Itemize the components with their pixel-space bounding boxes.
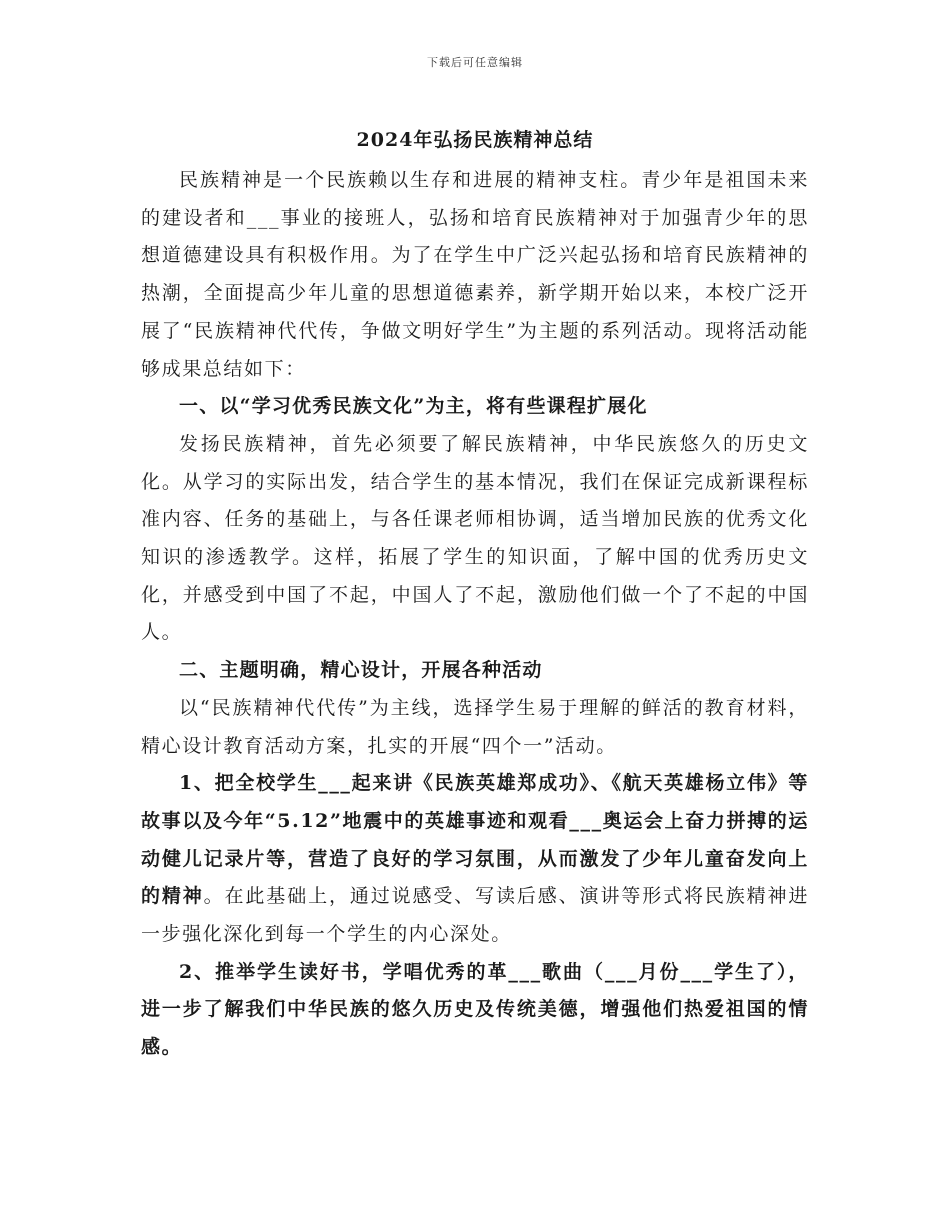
section-1-paragraph: 发扬民族精神，首先必须要了解民族精神，中华民族悠久的历史文化。从学习的实际出发，结合学生的基本情况，我们在保证完成新课程标准内容、任务的基础上，与各任课老师相协调，适当增加民族的优秀文化知识的渗透教学。这样，拓展了学生的知识面，了解中国的优秀历史文化，并感受到中国了不起，中国人了不起，激励他们做一个了不起的中国人。 <box>141 432 809 644</box>
item-1-paragraph <box>141 765 809 954</box>
item-1-bold-text: 1、把全校学生___起来讲《民族英雄郑成功》、《航天英雄杨立伟》等故事以及今年“5.12”地震中的英雄事迹和观看___奥运会上奋力拼搏的运动健儿记录片等，营造了良好的学习氛围，从而激发了少年儿童奋发向上的精神 <box>141 772 809 908</box>
header-note: 下载后可任意编辑 <box>427 56 523 69</box>
section-1-heading: 一、以“学习优秀民族文化”为主，将有些课程扩展化 <box>179 395 648 418</box>
section-2-heading: 二、主题明确，精心设计，开展各种活动 <box>179 659 543 682</box>
intro-paragraph: 民族精神是一个民族赖以生存和进展的精神支柱。青少年是祖国未来的建设者和___事业的接班人，弘扬和培育民族精神对于加强青少年的思想道德建设具有积极作用。为了在学生中广泛兴起弘扬和培育民族精神的热潮，全面提高少年儿童的思想道德素养，新学期开始以来，本校广泛开展了“民族精神代代传，争做文明好学生”为主题的系列活动。现将活动能够成果总结如下： <box>141 169 809 380</box>
section-2-paragraph: 以“民族精神代代传”为主线，选择学生易于理解的鲜活的教育材料，精心设计教育活动方案，扎实的开展“四个一”活动。 <box>141 696 809 757</box>
item-2-paragraph: 2、推举学生读好书，学唱优秀的革___歌曲（___月份___学生了），进一步了解我们中华民族的悠久历史及传统美德，增强他们热爱祖国的情感。 <box>141 960 809 1059</box>
document-body <box>141 118 809 1067</box>
document-title: 2024年弘扬民族精神总结 <box>356 129 594 151</box>
item-1-regular-text: 。在此基础上，通过说感受、写读后感、演讲等形式将民族精神进一步强化深化到每一个学生的内心深处。 <box>141 885 809 946</box>
